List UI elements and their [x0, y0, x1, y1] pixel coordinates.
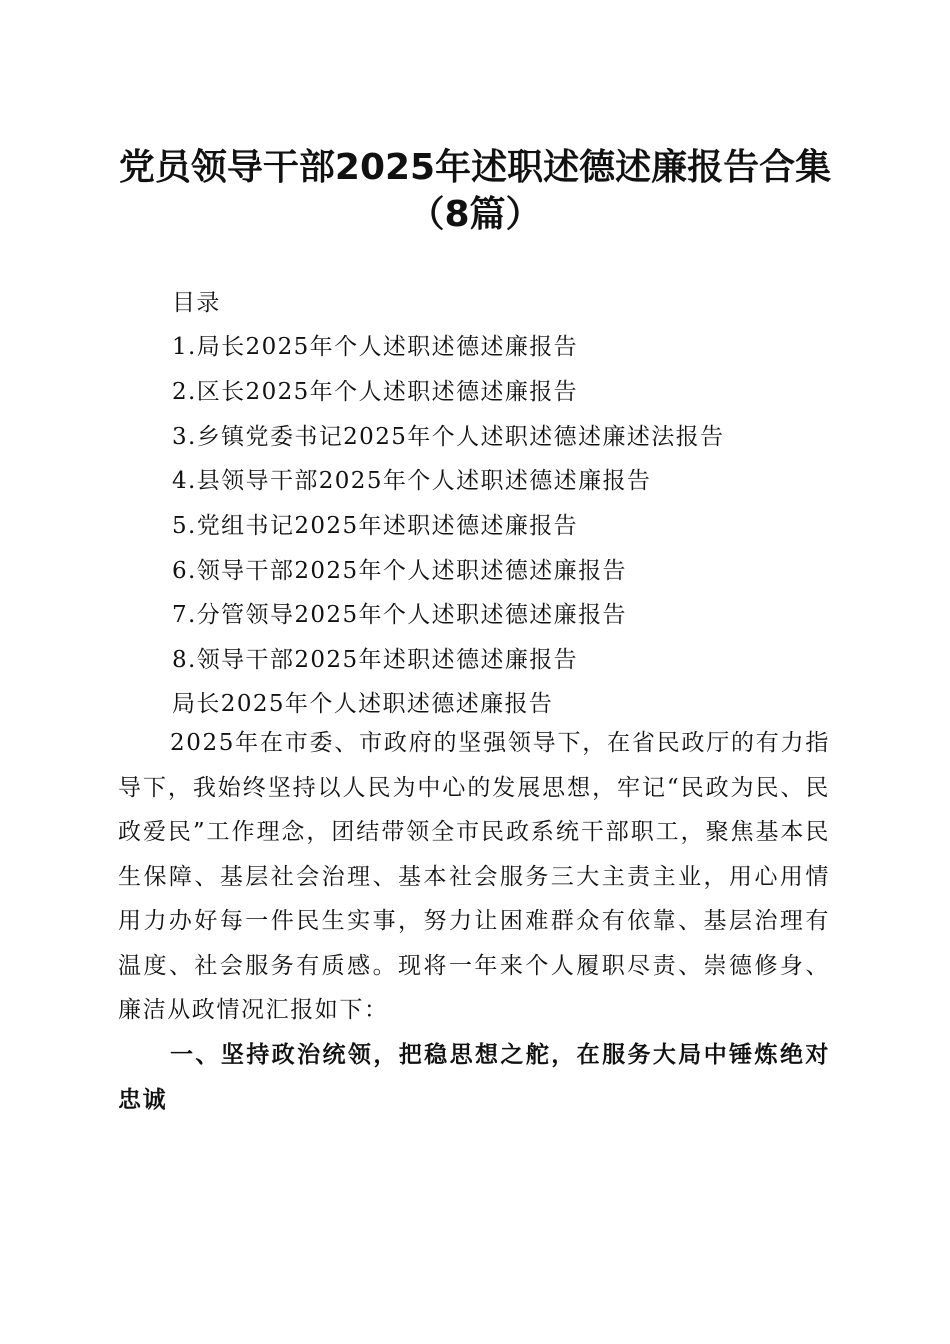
toc-item: 1.局长2025年个人述职述德述廉报告 [172, 334, 579, 360]
section-title: 局长2025年个人述职述德述廉报告 [172, 691, 554, 717]
toc-item: 2.区长2025年个人述职述德述廉报告 [172, 379, 579, 405]
toc-item: 6.领导干部2025年个人述职述德述廉报告 [172, 558, 627, 584]
toc-item: 3.乡镇党委书记2025年个人述职述德述廉述法报告 [172, 424, 725, 450]
section-heading-1: 一、坚持政治统领，把稳思想之舵，在服务大局中锤炼绝对忠诚 [118, 1042, 830, 1113]
body-paragraph: 2025年在市委、市政府的坚强领导下，在省民政厅的有力指导下，我始终坚持以人民为中心的发展思想，牢记“民政为民、民政爱民”工作理念，团结带领全市民政系统干部职工，聚焦基本民生保障、基层社会治理、基本社会服务三大主责主业，用心用情用力办好每一件民生实事，努力让困难群众有依靠、基层治理有温度、社会服务有质感。现将一年来个人履职尽责、崇德修身、廉洁从政情况汇报如下： [118, 730, 830, 1023]
toc-item: 4.县领导干部2025年个人述职述德述廉报告 [172, 468, 652, 494]
toc-item: 8.领导干部2025年述职述德述廉报告 [172, 647, 579, 673]
toc-item: 7.分管领导2025年个人述职述德述廉报告 [172, 602, 627, 628]
toc-item: 5.党组书记2025年述职述德述廉报告 [172, 513, 579, 539]
document-subtitle-count: （8篇） [408, 194, 542, 235]
document-title: 党员领导干部2025年述职述德述廉报告合集 [118, 147, 832, 188]
toc-label: 目录 [172, 290, 221, 316]
